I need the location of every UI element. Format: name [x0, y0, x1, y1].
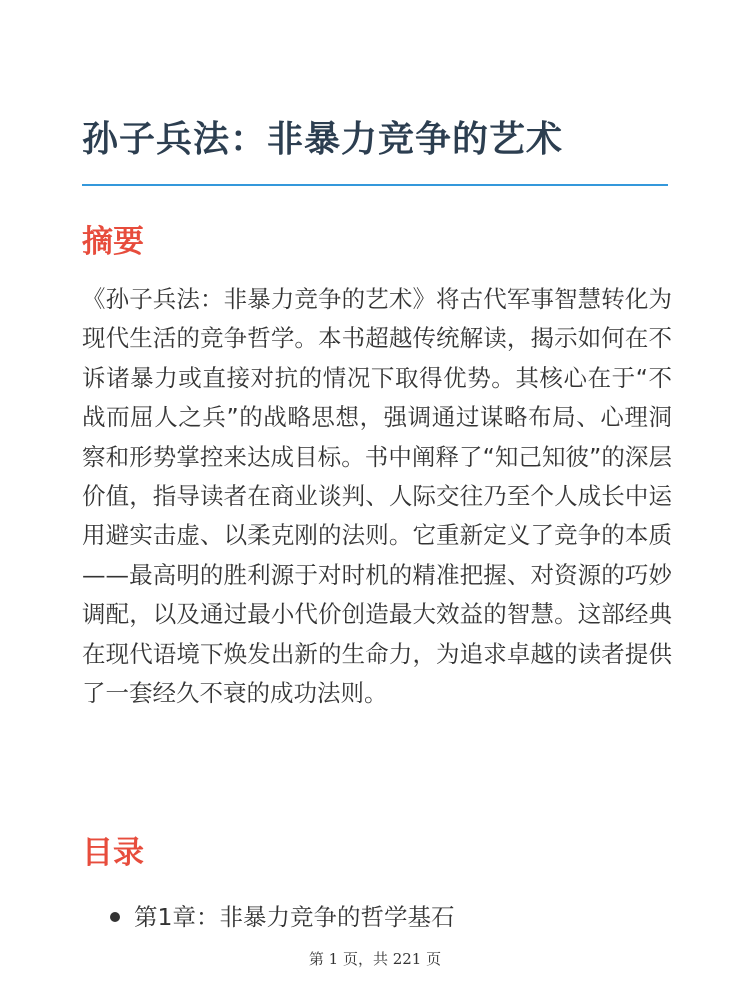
toc-item[interactable]	[82, 897, 454, 937]
toc-list	[82, 897, 454, 937]
title-divider	[82, 184, 668, 186]
abstract-paragraph: 《孙子兵法：非暴力竞争的艺术》将古代军事智慧转化为现代生活的竞争哲学。本书超越传统解读，揭示如何在不诉诸暴力或直接对抗的情况下取得优势。其核心在于“不战而屈人之兵”的战略思想，强调通过谋略布局、心理洞察和形势掌控来达成目标。书中阐释了“知己知彼”的深层价值，指导读者在商业谈判、人际交往乃至个人成长中运用避实击虚、以柔克刚的法则。它重新定义了竞争的本质——最高明的胜利源于对时机的精准把握、对资源的巧妙调配，以及通过最小代价创造最大效益的智慧。这部经典在现代语境下焕发出新的生命力，为追求卓越的读者提供了一套经久不衰的成功法则。	[82, 285, 672, 708]
toc-heading: 目录	[82, 835, 144, 871]
bullet-icon	[110, 912, 120, 922]
toc-item-label: 第1章：非暴力竞争的哲学基石	[134, 903, 455, 931]
document-title: 孙子兵法：非暴力竞争的艺术	[82, 119, 564, 160]
page-number: 第 1 页，共 221 页	[308, 950, 442, 968]
abstract-heading: 摘要	[82, 224, 144, 260]
